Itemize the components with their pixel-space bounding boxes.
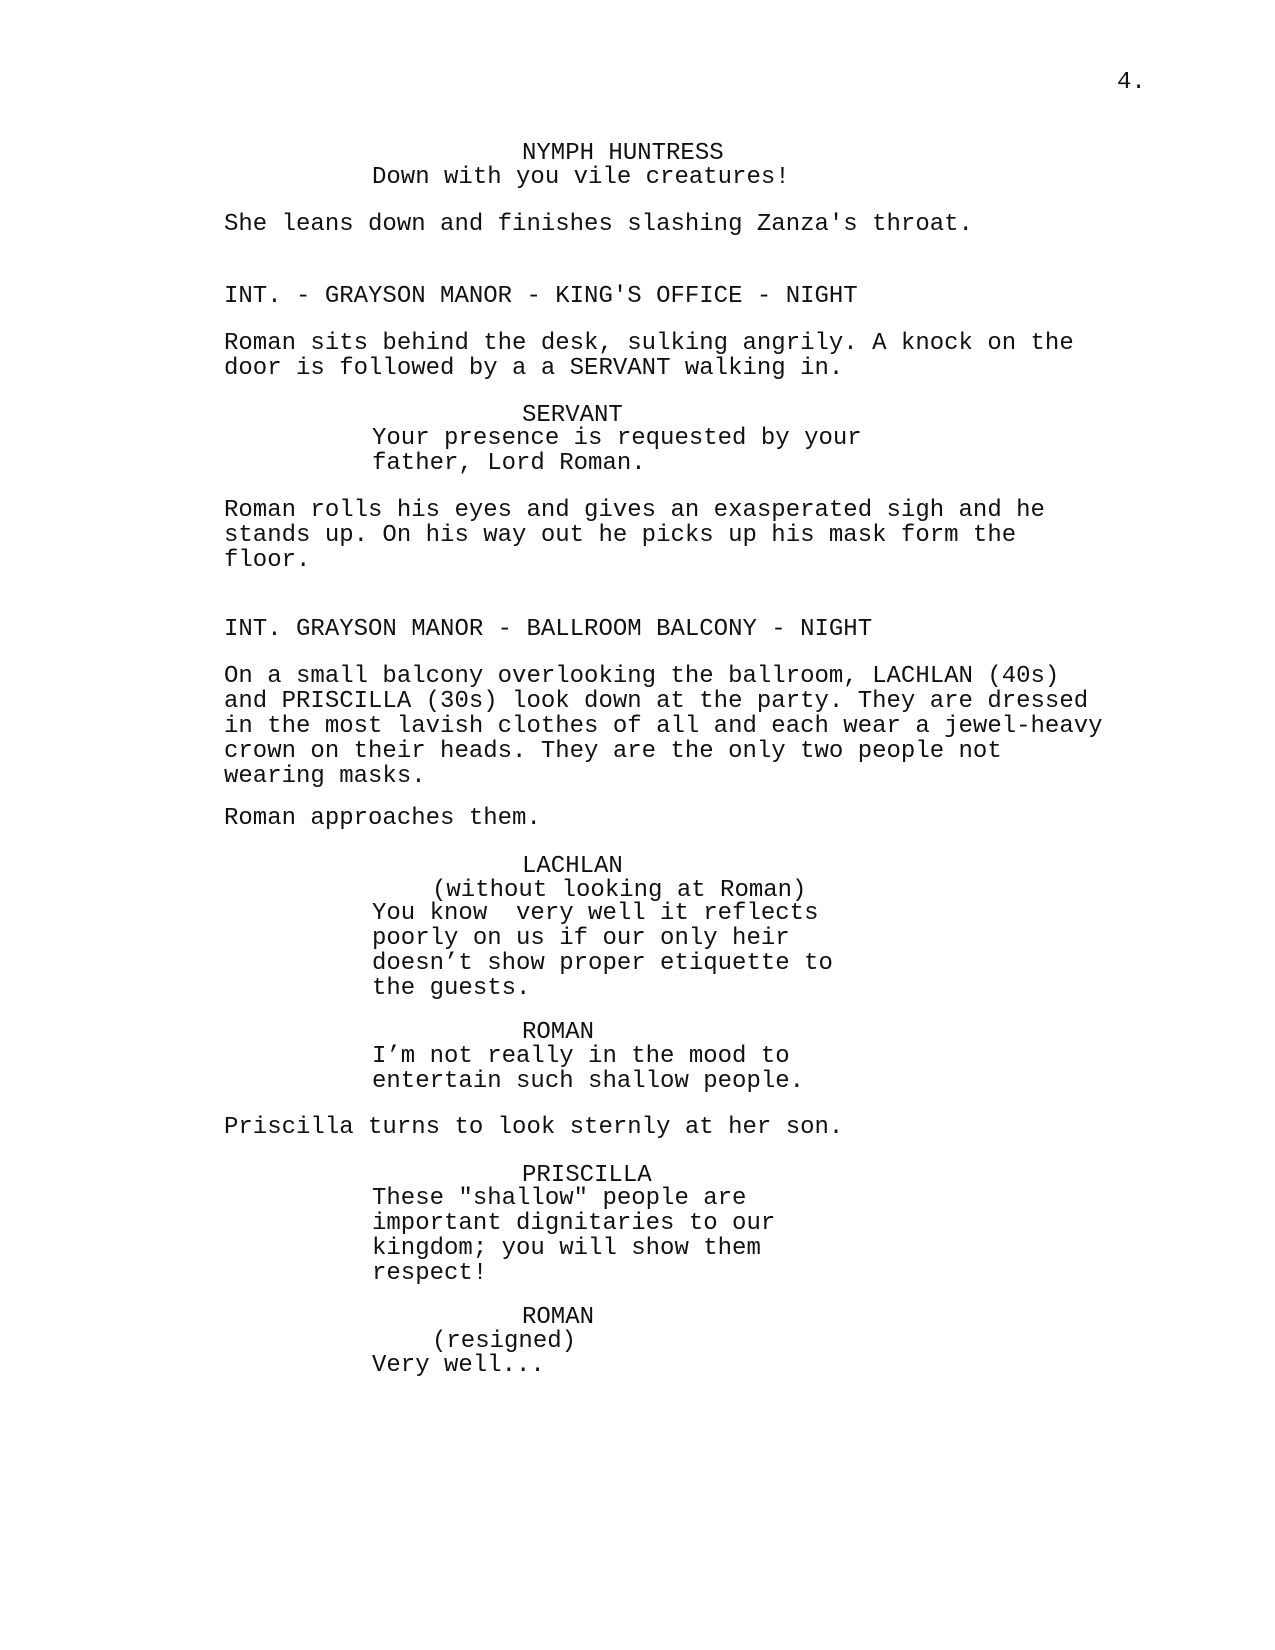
action-line: Priscilla turns to look sternly at her son.	[224, 1114, 844, 1141]
parenthetical: (without looking at Roman)	[432, 877, 807, 904]
character-name: NYMPH HUNTRESS	[522, 140, 724, 167]
character-name: PRISCILLA	[522, 1162, 652, 1189]
scene-heading: INT. GRAYSON MANOR - BALLROOM BALCONY - NIGHT	[224, 616, 873, 643]
character-name: ROMAN	[522, 1304, 595, 1331]
scene-heading: INT. - GRAYSON MANOR - KING'S OFFICE - NIGHT	[224, 283, 858, 310]
action-line: Roman approaches them.	[224, 805, 541, 832]
action-line: Roman rolls his eyes and gives an exasperated sigh and he stands up. On his way out he picks up his mask form the floor.	[224, 497, 1045, 574]
parenthetical: (resigned)	[432, 1328, 577, 1355]
action-line: Roman sits behind the desk, sulking angrily. A knock on the door is followed by a a SERVANT walking in.	[224, 330, 1074, 382]
character-name: SERVANT	[522, 402, 623, 429]
dialogue: Your presence is requested by your father, Lord Roman.	[372, 425, 862, 477]
character-name: LACHLAN	[522, 853, 623, 880]
dialogue: I’m not really in the mood to entertain such shallow people.	[372, 1043, 805, 1095]
action-line: On a small balcony overlooking the ballroom, LACHLAN (40s) and PRISCILLA (30s) look down at the party. They are dressed in the most lavish clothes of all and each wear a jewel-heavy crown on their heads. They are the only two people not wearing masks.	[224, 663, 1103, 790]
dialogue: Very well...	[372, 1352, 545, 1379]
dialogue: These "shallow" people are important dignitaries to our kingdom; you will show them respect!	[372, 1185, 776, 1287]
page-number: 4.	[1117, 69, 1146, 96]
dialogue: You know very well it reflects poorly on us if our only heir doesn’t show proper etiquette to the guests.	[372, 900, 833, 1002]
action-line: She leans down and finishes slashing Zanza's throat.	[224, 211, 973, 238]
dialogue: Down with you vile creatures!	[372, 164, 790, 191]
character-name: ROMAN	[522, 1019, 595, 1046]
